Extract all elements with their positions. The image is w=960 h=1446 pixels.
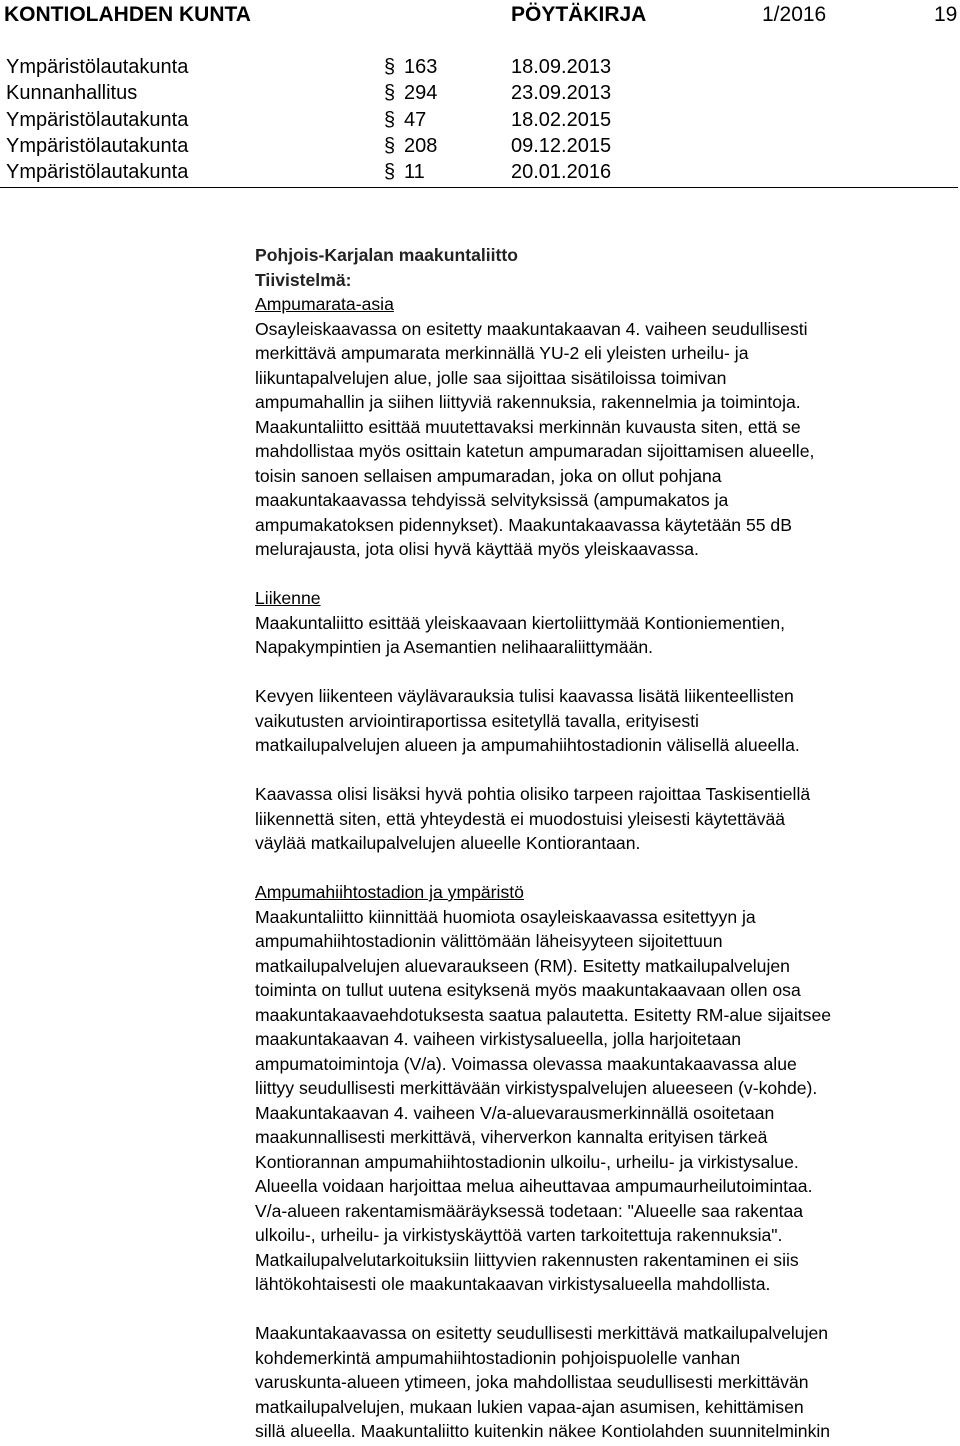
organization-name: KONTIOLAHDEN KUNTA [4,3,251,26]
summary-label: Tiivistelmä: [255,269,352,290]
paragraph-gap [255,660,955,685]
reference-number: 163 [404,56,438,78]
reference-row [0,54,960,80]
reference-date: 18.02.2015 [511,108,612,131]
section-sign: § [384,134,396,157]
reference-row [0,159,960,185]
section-text-shooting-range: Osayleiskaavassa on esitetty maakuntakaavan 4. vaiheen seudullisesti merkittävä ampumarata merkinnällä YU-2 eli yleisten urheilu- ja liikuntapalvelujen alue, jolle saa sijoittaa sisätiloissa toimivan ampumahallin ja siihen liittyviä rakennuksia, rakennelmia ja toimintoja. Maakuntaliitto esittää muutettavaksi merkinnän kuvausta siten, että se mahdollistaa myös osittain katetun ampumaradan sijoittamisen alueelle, toisin sanoen sellaisen ampumaradan, joka on ollut pohjana maakuntakaavassa tehdyissä selvityksissä (ampumakatos ja ampumakatoksen pidennykset). Maakuntakaavassa käytetään 55 dB melurajausta, jota olisi hyvä käyttää myös yleiskaavassa. [255,318,815,559]
reference-divider [0,187,958,188]
paragraph-gap [255,1297,955,1322]
reference-body: Ympäristölautakunta [6,108,189,131]
reference-row [0,80,960,106]
section-title-shooting-range: Ampumarata-asia [255,294,394,314]
reference-body: Kunnanhallitus [6,82,138,105]
section-sign: § [384,82,396,105]
reference-body: Ympäristölautakunta [6,56,189,78]
section-sign: § [384,161,396,184]
reference-list [0,54,960,185]
section-sign: § [384,108,396,131]
section-title-traffic: Liikenne [255,588,321,608]
reference-number: 47 [404,108,427,131]
section-sign: § [384,56,396,78]
document-type: PÖYTÄKIRJA [511,3,647,26]
reference-row [0,107,960,133]
page-header [0,0,960,30]
section-text-stadium: Maakuntaliitto kiinnittää huomiota osayleiskaavassa esitettyyn ja ampumahiihtostadionin välittömään läheisyyteen sijoitettuun matkailupalvelujen aluevaraukseen (RM). Esitetty matkailupalvelujen toiminta on tullut uutena esityksenä myös maakuntakaavaan ollen osa maakuntakaavaehdotuksesta saatua palautetta. Esitetty RM-alue sijaitsee maakuntakaavan 4. vaiheen virkistysalueella, jolla harjoitetaan ampumatoimintoja (V/a). Voimassa olevassa maakuntakaavassa alue liittyy seudullisesti merkittävään virkistyspalvelujen alueeseen (v-kohde). Maakuntakaavan 4. vaiheen V/a-aluevarausmerkinnällä osoitetaan maakunnallisesti merkittävä, viherverkon kannalta erityisen tärkeä Kontiorannan ampumahiihtostadionin ulkoilu-, urheilu- ja virkistysalue. Alueella voidaan harjoittaa melua aiheuttavaa ampumaurheilutoimintaa. V/a-alueen rakentamismääräyksessä todetaan: "Alueelle saa rakentaa ulkoilu-, urheilu- ja virkistyskäyttöä varten tarkoitettuja rakennuksia". Matkailupalvelutarkoituksiin liittyvien rakennusten rakentaminen ei siis lähtökohtaisesti ole maakuntakaavan virkistysalueella mahdollista. [255,906,832,1294]
statement-content [255,243,955,1444]
reference-number: 208 [404,134,438,157]
paragraph-gap [255,758,955,783]
reference-number: 294 [404,82,438,105]
reference-number: 11 [404,161,425,184]
reference-date: 09.12.2015 [511,134,612,157]
reference-date: 23.09.2013 [511,82,612,105]
section-title-stadium: Ampumahiihtostadion ja ympäristö [255,882,524,902]
section-text-traffic-3: Kaavassa olisi lisäksi hyvä pohtia olisiko tarpeen rajoittaa Taskisentiellä liikennettä siten, että yhteydestä ei muodostuisi yleisesti käytettävää väylää matkailupalvelujen alueelle Kontiorantaan. [255,784,811,853]
minutes-number: 1/2016 [762,3,827,26]
reference-body: Ympäristölautakunta [6,134,189,157]
section-text-traffic-2: Kevyen liikenteen väylävarauksia tulisi kaavassa lisätä liikenteellisten vaikutusten arviointiraportissa esitetyllä tavalla, erityisesti matkailupalvelujen alueen ja ampumahiihtostadionin välisellä alueella. [255,686,800,755]
section-text-stadium-2: Maakuntakaavassa on esitetty seudullisesti merkittävä matkailupalvelujen kohdemerkintä ampumahiihtostadionin pohjoispuolelle vanhan varuskunta-alueen ytimeen, joka mahdollistaa seudullisesti merkittävän matkailupalvelujen, mukaan lukien vapaa-ajan asumisen, kehittämisen sillä alueella. Maakuntaliitto kuitenkin näkee Kontiolahden suunnitelminkin [255,1323,831,1441]
paragraph-gap [255,856,955,881]
section-text-traffic: Maakuntaliitto esittää yleiskaavaan kiertoliittymää Kontioniementien, Napakympintien ja Asemantien nelihaaraliittymään. [255,612,786,657]
reference-date: 18.09.2013 [511,56,612,78]
reference-row [0,133,960,159]
page-number: 19 [934,3,958,26]
sender-name: Pohjois-Karjalan maakuntaliitto [255,245,518,265]
reference-body: Ympäristölautakunta [6,161,189,184]
reference-date: 20.01.2016 [511,161,612,184]
paragraph-gap [255,562,955,587]
